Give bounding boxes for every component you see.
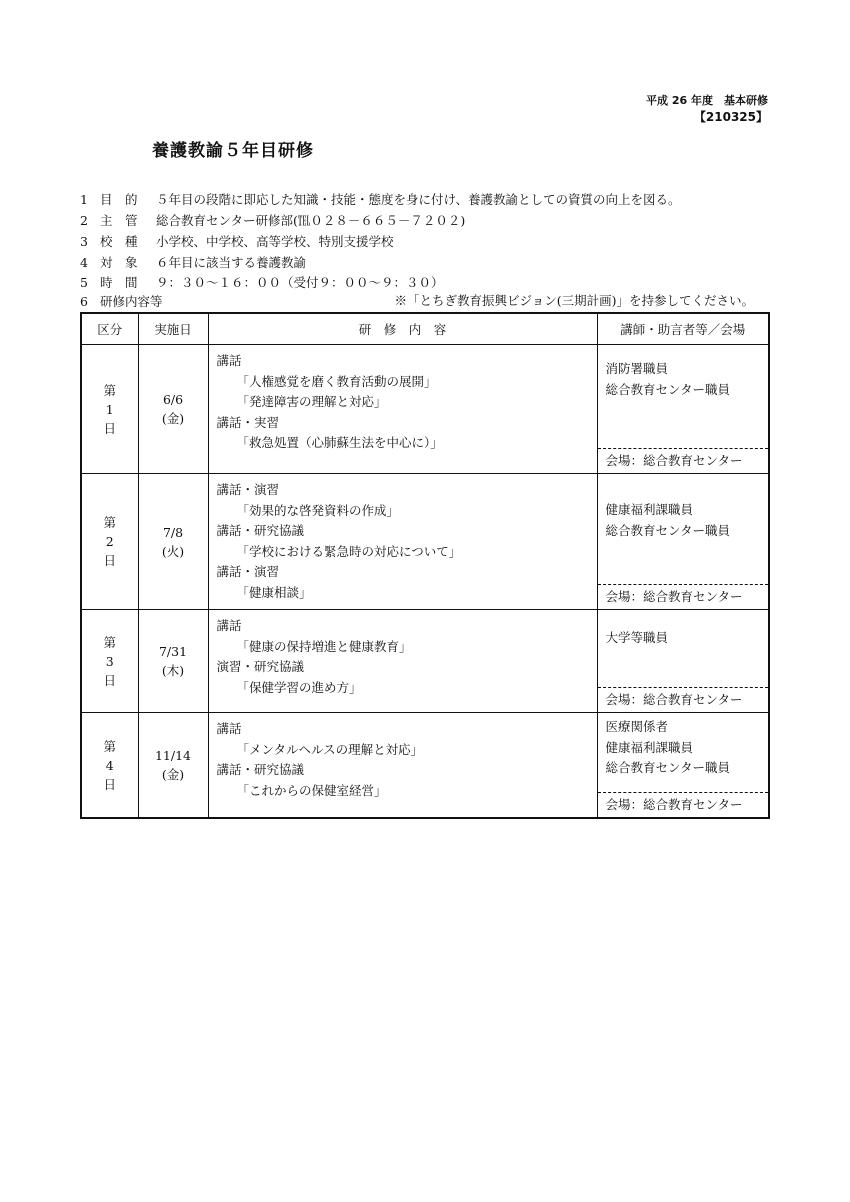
session-content <box>208 345 597 474</box>
session-type: 講話・研究協議 <box>216 523 305 538</box>
info-text: ６年目に該当する養護教諭 <box>156 255 307 270</box>
info-number: 4 <box>80 255 88 270</box>
session-topic: 「発達障害の理解と対応」 <box>236 394 387 409</box>
day-number: 1 <box>105 401 114 417</box>
info-number: 2 <box>80 213 88 228</box>
info-number: 1 <box>80 192 88 207</box>
session-date <box>138 610 208 713</box>
day-label: 日 <box>103 420 116 436</box>
info-label: 校 種 <box>100 234 138 249</box>
table-row <box>81 610 769 713</box>
session-date <box>138 345 208 474</box>
info-line-contents <box>80 292 163 310</box>
lecturer-name: 総合教育センター職員 <box>605 760 731 775</box>
date-value: 6/6 <box>162 392 184 407</box>
session-topic: 「健康相談」 <box>236 584 312 600</box>
info-label: 研修内容等 <box>100 294 163 309</box>
lecturer-name: 健康福利課職員 <box>605 502 694 517</box>
day-label: 日 <box>103 553 116 568</box>
day-label: 第 <box>103 738 116 754</box>
session-type: 講話・演習 <box>216 564 280 579</box>
day-label: 日 <box>103 672 116 688</box>
lecturer-cell <box>597 345 769 474</box>
column-header-lecturer: 講師・助言者等／会場 <box>597 313 769 345</box>
day-category <box>81 713 138 819</box>
session-content <box>208 713 597 819</box>
session-type: 講話 <box>216 353 242 368</box>
info-line-school-type <box>80 232 394 250</box>
day-category <box>81 610 138 713</box>
day-number: 4 <box>105 757 114 773</box>
info-line-target <box>80 253 306 271</box>
bring-note: ※「とちぎ教育振興ビジョン(三期計画)」を持参してください。 <box>394 293 754 308</box>
lecturer-cell <box>597 713 769 819</box>
session-topic: 「効果的な啓発資料の作成」 <box>236 502 400 518</box>
session-type: 講話 <box>216 721 242 736</box>
table-header-row <box>81 313 769 345</box>
column-header-date: 実施日 <box>138 313 208 345</box>
info-text: 小学校、中学校、高等学校、特別支援学校 <box>156 234 394 249</box>
info-line-organizer <box>80 211 465 229</box>
venue-label: 会場：総合教育センター <box>598 448 769 473</box>
session-topic: 「保健学習の進め方」 <box>236 679 362 695</box>
lecturer-cell <box>597 610 769 713</box>
info-line-time <box>80 273 444 291</box>
lecturer-name: 総合教育センター職員 <box>605 381 731 397</box>
venue-label: 会場：総合教育センター <box>598 687 769 712</box>
session-topic: 「これからの保健室経営」 <box>236 782 387 798</box>
session-content <box>208 474 597 610</box>
session-topic: 「人権感覚を磨く教育活動の展開」 <box>236 373 437 389</box>
day-label: 第 <box>103 515 116 530</box>
info-number: 6 <box>80 294 88 309</box>
weekday: (金) <box>161 767 185 782</box>
info-label: 時 間 <box>100 275 138 290</box>
lecturer-name: 健康福利課職員 <box>605 739 694 755</box>
info-text: 総合教育センター研修部(℡０２８－６６５－７２０２) <box>156 213 466 228</box>
info-label: 対 象 <box>100 255 138 270</box>
lecturer-name: 医療関係者 <box>605 719 669 734</box>
info-number: 3 <box>80 234 88 249</box>
session-topic: 「学校における緊急時の対応について」 <box>236 543 462 559</box>
lecturer-name: 消防署職員 <box>605 361 669 376</box>
course-code: 【210325】 <box>693 110 768 124</box>
fiscal-year-label: 平成 26 年度 基本研修 <box>646 94 768 107</box>
venue-label: 会場：総合教育センター <box>598 584 769 609</box>
session-content <box>208 610 597 713</box>
weekday: (火) <box>161 543 185 559</box>
day-number: 3 <box>105 653 114 669</box>
session-type: 講話・実習 <box>216 414 280 430</box>
info-number: 5 <box>80 275 88 290</box>
session-topic: 「救急処置（心肺蘇生法を中心に）」 <box>236 435 443 450</box>
day-label: 日 <box>103 776 116 792</box>
session-date <box>138 474 208 610</box>
date-value: 11/14 <box>154 748 192 763</box>
page-title: 養護教諭５年目研修 <box>152 141 314 161</box>
venue-label: 会場：総合教育センター <box>598 792 769 817</box>
lecturer-name: 総合教育センター職員 <box>605 522 731 538</box>
day-category <box>81 474 138 610</box>
info-label: 主 管 <box>100 213 138 228</box>
session-type: 演習・研究協議 <box>216 659 305 674</box>
day-label: 第 <box>103 382 116 398</box>
date-value: 7/31 <box>158 644 188 659</box>
info-line-purpose <box>80 190 681 208</box>
info-label: 目 的 <box>100 192 138 207</box>
weekday: (木) <box>161 663 185 678</box>
table-row <box>81 345 769 474</box>
weekday: (金) <box>161 411 185 426</box>
column-header-category: 区分 <box>81 313 138 345</box>
session-type: 講話 <box>216 618 242 633</box>
session-topic: 「健康の保持増進と健康教育」 <box>236 638 412 654</box>
table-row <box>81 713 769 819</box>
day-number: 2 <box>105 534 114 549</box>
session-type: 講話・演習 <box>216 482 280 497</box>
table-row <box>81 474 769 610</box>
schedule-table <box>80 312 770 819</box>
column-header-content: 研 修 内 容 <box>208 313 597 345</box>
date-value: 7/8 <box>162 524 184 540</box>
day-label: 第 <box>103 634 116 650</box>
session-topic: 「メンタルヘルスの理解と対応」 <box>236 741 424 757</box>
info-text: ９：３０～１６：００（受付９：００～９：３０） <box>156 275 444 290</box>
info-text: ５年目の段階に即応した知識・技能・態度を身に付け、養護教諭としての資質の向上を図る。 <box>156 192 681 207</box>
session-date <box>138 713 208 819</box>
lecturer-name: 大学等職員 <box>605 630 669 645</box>
day-category <box>81 345 138 474</box>
lecturer-cell <box>597 474 769 610</box>
session-type: 講話・研究協議 <box>216 762 305 777</box>
